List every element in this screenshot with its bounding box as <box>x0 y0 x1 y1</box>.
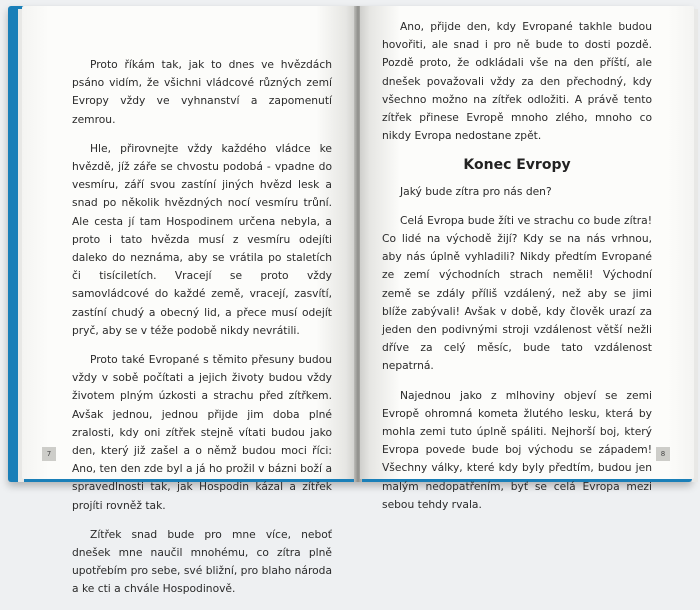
paragraph: Celá Evropa bude žíti ve strachu co bude zítra! Co lidé na východě žijí? Kdy se na nás vrhnou, aby nás úplně vyhladili? Nikdy předtím Evropané ze zemí východních strach neměli! Východní země se zdály příliš vzdálený, než aby se jimi blíže zabývali! Avšak v době, kdy člověk urazí za jeden den podivnými stroji vzdálenost větší nežli dříve za celý měsíc, bude tato vzdálenost nepatrná. <box>382 213 652 373</box>
paragraph: Hle, přirovnejte vždy každého vládce ke hvězdě, jíž záře se chvostu podobá - vpadne do vesmíru, září svou zastíní jiných hvězd lesk a snad po několik hvězdných nocí vesmíru trůní. Ale cesta jí tam Hospodinem určena nebyla, a proto i tato hvězda musí z vesmíru odejíti daleko do neznáma, aby se vrátila po staletích či tisíciletích. Vracejí se proto vždy samovládcové do každé země, vracejí, zasvítí, zastíní chudý a obecný lid, a přece musí odejít pryč, aby se v téže podobě nikdy nevrátili. <box>72 141 332 337</box>
chapter-heading: Konec Evropy <box>463 157 571 174</box>
right-page <box>360 6 694 511</box>
paragraph: Proto také Evropané s těmito přesuny budou vždy v sobě počítati a jejich životy budou vždy životem plným úzkosti a strachu před zítřkem. Avšak jednou, jednou přijde jim doba plné zralosti, kdy oni zítřek stejně vítati budou jako den, který již zašel a o němž budou moci říci: Ano, ten den zde byl a já ho prožil v bázni boží a spravedlnosti tak, jak Hospodin kázal a zítřek projíti rovněž tak. <box>72 353 332 512</box>
paragraph: Proto říkám tak, jak to dnes ve hvězdách psáno vidím, že všichni vládcové různých zemí Evropy vždy ve vyhnanství a zapomenutí zemrou. <box>72 58 332 126</box>
right-page-text <box>382 18 652 525</box>
page-number-right: 8 <box>656 447 670 461</box>
paragraph: Jaký bude zítra pro nás den? <box>400 184 552 198</box>
paragraph: Najednou jako z mlhoviny objeví se zemi Evropě ohromná kometa žlutého lesku, která by mohla zemi tuto úplně spáliti. Nejhorší boj, který Evropa povede bude boj východu se západem! Všechny války, které kdy byly předtím, budou jen malým nedopatřením, byť se celá Evropa mezi sebou tehdy rvala. <box>382 388 652 511</box>
page-number-left: 7 <box>42 447 56 461</box>
paragraph: Zítřek snad bude pro mne více, neboť dnešek mne naučil mnohému, co zítra plně upotřebím pro sebe, své bližní, pro blaho národa a ke cti a chvále Hospodinově. <box>72 527 332 596</box>
left-page <box>22 6 356 596</box>
paragraph: Ano, přijde den, kdy Evropané takhle budou hovořiti, ale snad i pro ně bude to dosti pozdě. Pozdě proto, že odkládali vše na den příští, ale dnešek považovali vždy za den přechodný, kdy všechno možno na zítřek odložiti. A právě tento zítřek přinese Evropě mnoho zlého, mnoho co nikdy Evropa nedostane zpět. <box>382 20 652 143</box>
left-page-text <box>72 56 332 610</box>
book-cover <box>8 6 692 596</box>
